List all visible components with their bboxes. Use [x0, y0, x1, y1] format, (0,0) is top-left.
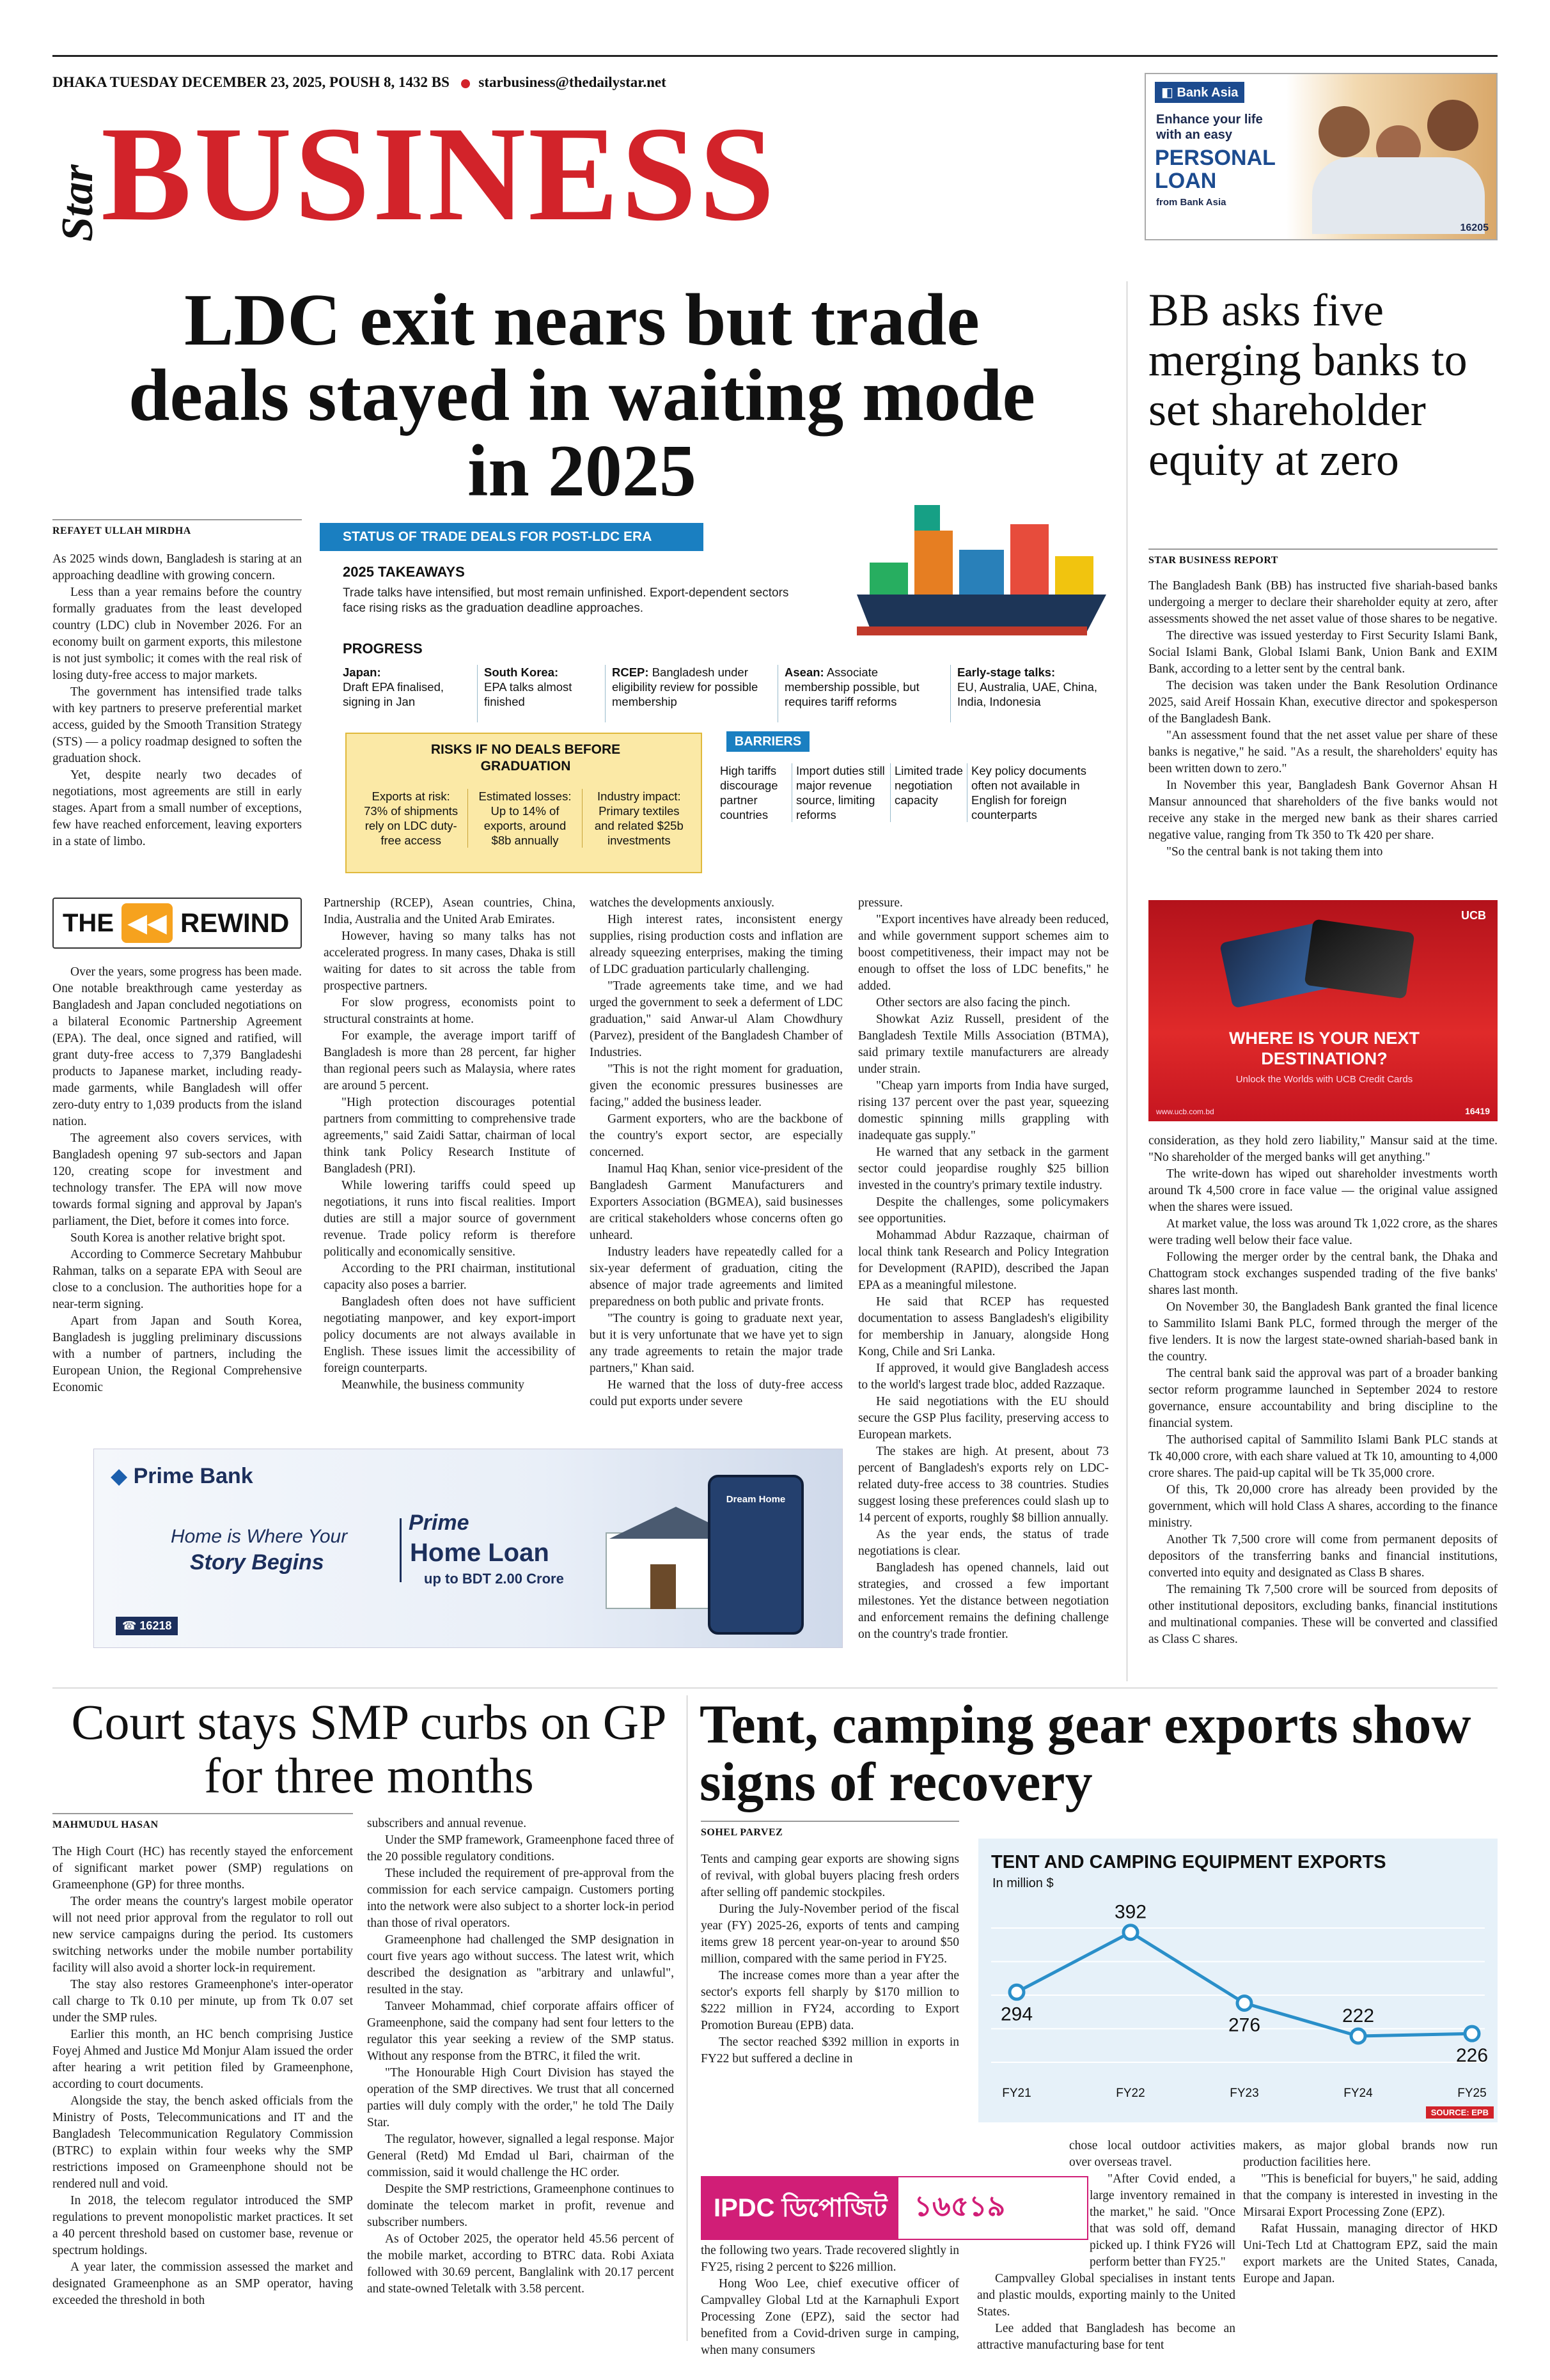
barrier-item: High tariffs discourage partner countries: [720, 764, 778, 821]
lead-para: He said that RCEP has requested documentation to assess Bangladesh's eligibility for membership in January, alongside Hong Kong, Chile and Sri Lanka.: [858, 1295, 1109, 1358]
chart-point: [1465, 2026, 1479, 2041]
rewind-the: THE: [63, 908, 114, 937]
progress-item: [605, 665, 778, 722]
progress-item-head: Asean:: [785, 665, 824, 679]
chart-data-label: 222: [1342, 2005, 1375, 2026]
risks-title: RISKS IF NO DEALS BEFORE GRADUATION: [430, 742, 621, 774]
court-col1: [52, 1844, 353, 2309]
tent-para: Campvalley Global specialises in instant tents and plastic moulds, exporting mainly to the United States.: [977, 2272, 1235, 2319]
lead-para: While lowering tariffs could speed up negotiations, it runs into fiscal realities. Import duties are still a major source of government revenue. Trade policy reform is therefore politically and economically sensitive.: [324, 1179, 575, 1259]
chart-data-label: 226: [1455, 2045, 1489, 2067]
tent-para: "This is beneficial for buyers," he said, adding that the company is interested in investing in the Mirsarai Export Processing Zone (EPZ).: [1243, 2172, 1498, 2219]
court-para: The High Court (HC) has recently stayed the enforcement of significant market power (SMP) regulations on Grameenphone (GP) for three months.: [52, 1845, 353, 1892]
lead-para: He said negotiations with the EU should secure the GSP Plus facility, preserving access to European markets.: [858, 1395, 1109, 1442]
lead-para: Industry leaders have repeatedly called for a six-year deferment of graduation, citing the absence of major trade agreements and limited preparedness on both public and private fronts.: [590, 1245, 843, 1309]
phone-card-text: Dream Home: [726, 1494, 786, 1505]
lead-para: For slow progress, economists point to structural constraints at home.: [324, 996, 575, 1026]
progress-item: [778, 665, 950, 722]
dateline-text: DHAKA TUESDAY DECEMBER 23, 2025, POUSH 8, 1432 BS: [52, 74, 450, 90]
family-photo: [1306, 87, 1491, 234]
masthead-dateline: [52, 74, 666, 91]
barrier-item: Import duties still major revenue source, limiting reforms: [792, 763, 890, 822]
prime-brand: Prime: [409, 1511, 469, 1535]
tent-para: makers, as major global brands now run production facilities here.: [1243, 2139, 1498, 2169]
progress-item-body: Bangladesh under eligibility review for possible membership: [612, 665, 758, 708]
lead-para: As 2025 winds down, Bangladesh is staring at an approaching deadline with growing concern.: [52, 552, 302, 582]
chart-ylabel: In million $: [992, 1876, 1054, 1890]
lead-para: According to the PRI chairman, institutional capacity also poses a barrier.: [324, 1262, 575, 1292]
progress-item: [343, 665, 477, 722]
ucb-url: www.ucb.com.bd: [1156, 1107, 1214, 1116]
court-para: Under the SMP framework, Grameenphone faced three of the 20 possible regulatory conditions.: [367, 1833, 674, 1863]
lead-para: Bangladesh has opened channels, laid out strategies, and crossed a few important milestones. Yet the distance between negotiation and enforcement remains the defining challenge on the country's trade frontier.: [858, 1561, 1109, 1641]
lead-para: South Korea is another relative bright spot.: [70, 1231, 286, 1245]
lead-para: Despite the challenges, some policymakers see opportunities.: [858, 1195, 1109, 1225]
star-logo: [50, 146, 101, 248]
masthead-top-rule: [52, 55, 1498, 57]
tent-para: Lee added that Bangladesh has become an attractive manufacturing base for tent: [977, 2322, 1235, 2352]
bb-para: The Bangladesh Bank (BB) has instructed five shariah-based banks undergoing a merger to declare their shareholder equity at zero, after assessments showed the net asset value of those shares to be negative.: [1148, 579, 1498, 626]
tent-col1b: [701, 2243, 959, 2359]
risk-item: Exports at risk: 73% of shipments rely on LDC duty-free access: [364, 789, 458, 847]
lead-para: He warned that any setback in the garment sector could jeopardise roughly $25 billion invested in the country's primary textile industry.: [858, 1146, 1109, 1192]
court-para: Grameenphone had challenged the SMP designation in court five years ago without success. The latest writ, which described the designation as "arbitrary and unlawful", resulted in the stay.: [367, 1933, 674, 1996]
bb-para: Another Tk 7,500 crore will come from permanent deposits of depositors of the transferring banks and financial institutions, converted into equity and designated as Class B shares.: [1148, 1533, 1498, 1580]
lead-para: High interest rates, inconsistent energy supplies, rising production costs and inflation are already squeezing enterprises, making the timing of LDC graduation particularly challenging.: [590, 913, 843, 976]
bank-asia-ad[interactable]: [1145, 73, 1498, 240]
bb-para: "So the central bank is not taking them into: [1166, 845, 1383, 859]
info-takeaways-text: Trade talks have intensified, but most remain unfinished. Export-dependent sectors face rising risks as the graduation deadline approaches.: [343, 586, 789, 615]
lead-para: "Cheap yarn imports from India have surged, rising 137 percent over the past year, squeezing domestic spinning mills grappling with inadequate gas supply.": [858, 1079, 1109, 1142]
progress-item-body: EU, Australia, UAE, China, India, Indonesia: [957, 680, 1098, 708]
bb-para: Following the merger order by the central bank, the Dhaka and Chattogram stock exchanges suspended trading of the five banks' shares last month.: [1148, 1250, 1498, 1297]
progress-item: [477, 665, 605, 722]
lead-para: Meanwhile, the business community: [341, 1378, 524, 1392]
court-para: The order means the country's largest mobile operator will not need prior approval from the regulator to roll out new service campaigns during the period. Its customers switching networks under the mobile number portability facility will also avoid a shorter lock-in requirement.: [52, 1895, 353, 1975]
prime-bank-logo-text: Prime Bank: [133, 1464, 253, 1488]
chart-tick-label: FY21: [1002, 2087, 1031, 2100]
barrier-item: Limited trade negotiation capacity: [890, 763, 967, 822]
tent-para: The sector reached $392 million in exports in FY22 but suffered a decline in: [701, 2035, 959, 2065]
bank-asia-line1: Enhance your life: [1156, 113, 1263, 127]
court-para: Earlier this month, an HC bench comprising Justice Foyej Ahmed and Justice Md Monjur Alam issued the order after hearing a writ petition filed by Grameenphone, according to court documents.: [52, 2028, 353, 2091]
rewind-logo: [52, 898, 302, 949]
prime-bank-ad[interactable]: [93, 1449, 843, 1648]
tent-para: Hong Woo Lee, chief executive officer of Campvalley Global Ltd at the Karnaphuli Export Processing Zone (EPZ), said the sector had benefited from a Covid-driven surge in camping, when many consumers: [701, 2277, 959, 2357]
lead-para: Over the years, some progress has been made. One notable breakthrough came yesterday as Bangladesh and Japan concluded negotiations on a bilateral Economic Partnership Agreement (EPA). The deal, once signed and ratified, will grant duty-free access to 7,379 Bangladeshi products to Japanese market, including ready-made garments, while Bangladesh will offer zero-duty entry to 1,039 products from the island nation.: [52, 965, 302, 1128]
info-progress-title: PROGRESS: [343, 641, 423, 657]
bank-asia-icon: ◧: [1161, 86, 1177, 100]
court-para: A year later, the commission assessed the market and designated Grameenphone as an SMP operator, having exceeded the threshold in both: [52, 2260, 353, 2307]
masthead-title: BUSINESS: [101, 98, 778, 249]
court-para: The regulator, however, signalled a legal response. Major General (Retd) Md Emdad ul Bari, chairman of the commission, said it would challenge the HC order.: [367, 2133, 674, 2179]
bb-para: The directive was issued yesterday to First Security Islami Bank, Social Islami Bank, Global Islami Bank, Union Bank and EXIM Bank, according to a letter sent by the central bank.: [1148, 629, 1498, 676]
court-byline: MAHMUDUL HASAN: [52, 1813, 353, 1831]
tent-para: Rafat Hussain, managing director of HKD Uni-Tech Ltd at Chattogram EPZ, said the main export markets are the United States, Canada, Europe and Japan.: [1243, 2222, 1498, 2285]
tent-byline: SOHEL PARVEZ: [701, 1821, 959, 1839]
ipdc-hotline: ১৬৫১৯: [914, 2190, 1006, 2222]
bb-para: Of this, Tk 20,000 crore has already been provided by the government, which will hold Class A shares, according to the finance ministry.: [1148, 1483, 1498, 1530]
masthead-email[interactable]: starbusiness@thedailystar.net: [478, 74, 666, 90]
phone-icon: ☎: [122, 1619, 140, 1632]
bb-para: "An assessment found that the net asset value per share of these banks is negative," he said. "As a result, the shareholders' equity has been written down to zero.": [1148, 729, 1498, 775]
risks-box: [345, 733, 702, 873]
lead-col2: [324, 895, 575, 1394]
prime-line1: Home is Where Your: [171, 1526, 348, 1547]
tent-para: "After Covid ended, a large inventory remained in the market," he said. "Once that was sold off, demand picked up. I think FY26 will perform better than FY25.": [1090, 2172, 1235, 2269]
lead-para: "High protection discourages potential partners from committing to comprehensive trade agreements," said Zaidi Sattar, chairman of local think tank Policy Research Institute of Bangladesh (PRI).: [324, 1096, 575, 1176]
court-para: In 2018, the telecom regulator introduced the SMP regulations to prevent monopolistic market practices. It set a 40 percent threshold based on customer base, revenue or spectrum holdings.: [52, 2194, 353, 2257]
bank-asia-logo-text: Bank Asia: [1177, 86, 1239, 100]
tent-para: the following two years. Trade recovered slightly in FY25, rising 2 percent to $226 million.: [701, 2244, 960, 2274]
credit-card-image: [1304, 919, 1415, 999]
bb-para: At market value, the loss was around Tk 1,022 crore, as the shares were trading well below their face value.: [1148, 1217, 1498, 1247]
ucb-question: WHERE IS YOUR NEXT DESTINATION?: [1228, 1029, 1420, 1068]
court-headline[interactable]: Court stays SMP curbs on GP for three months: [71, 1694, 667, 1803]
lead-para: Other sectors are also facing the pinch.: [876, 996, 1070, 1009]
chart-data-label: 294: [1000, 2003, 1033, 2025]
rewind-icon: ◀◀: [121, 903, 173, 943]
lead-col1: [52, 551, 302, 850]
tent-col3: [1243, 2138, 1498, 2287]
court-para: The stay also restores Grameenphone's inter-operator call charge to Tk 0.10 per minute, up from Tk 0.07 set under the SMP rules.: [52, 1978, 353, 2025]
tent-col2: [977, 2138, 1235, 2354]
chart-tick-label: FY23: [1230, 2087, 1259, 2100]
progress-item: [950, 665, 1104, 722]
bb-part1: [1148, 578, 1498, 860]
lead-para: If approved, it would give Bangladesh access to the world's largest trade bloc, added Razzaque.: [858, 1362, 1109, 1392]
progress-item-body: Draft EPA finalised, signing in Jan: [343, 680, 444, 708]
bank-asia-logo: [1155, 82, 1244, 103]
lead-byline: REFAYET ULLAH MIRDHA: [52, 519, 302, 537]
court-para: Tanveer Mohammad, chief corporate affairs officer of Grameenphone, said the company had sent four letters to the regulator this year seeking a review of the SMP status. Without any response from the BTRC, it filed the writ.: [367, 2000, 674, 2063]
prime-bank-logo-icon: ◆: [111, 1464, 134, 1488]
court-para: subscribers and annual revenue.: [367, 1817, 527, 1830]
tent-col1: [701, 1851, 959, 2067]
chart-tick-label: FY22: [1116, 2087, 1145, 2100]
progress-item-head: Early-stage talks:: [957, 665, 1056, 679]
court-para: These included the requirement of pre-approval from the commission for each service campaign. Customers porting into the network were also subject to a shorter lock-in period than those of rival operators.: [367, 1867, 674, 1930]
prime-product: Home Loan: [410, 1539, 549, 1567]
ucb-ad[interactable]: [1148, 900, 1498, 1121]
lead-para: He warned that the loss of duty-free access could put exports under severe: [590, 1378, 843, 1408]
lead-para: As the year ends, the status of trade negotiations is clear.: [858, 1528, 1109, 1558]
lead-para: "Export incentives have already been reduced, and while government support schemes aim to boost competitiveness, their impact may not be enough to offset the loss of LDC benefits," he added.: [858, 913, 1109, 993]
bank-asia-line2: with an easy: [1156, 128, 1232, 142]
exports-chart: [978, 1839, 1498, 2122]
tent-headline[interactable]: Tent, camping gear exports show signs of recovery: [700, 1693, 1471, 1812]
chart-point: [1237, 1996, 1251, 2010]
lead-para: Yet, despite nearly two decades of negotiations, most agreements are still in early stages. Apart from a small number of exceptions, few have reached enforcement, leaving exporters in a state of limbo.: [52, 768, 302, 848]
lead-para: However, having so many talks has not accelerated progress. In many cases, Dhaka is still waiting for dates to sit across the table from prospective partners.: [324, 929, 575, 993]
prime-bank-logo: [111, 1463, 253, 1489]
lead-para: Apart from Japan and South Korea, Bangladesh is juggling preliminary discussions with a number of partners, including the European Union, the Regional Comprehensive Economic: [52, 1314, 302, 1394]
bb-para: On November 30, the Bangladesh Bank granted the final licence to Sammilito Islami Bank PLC, formed through the merger of the five lenders. It is now the largest state-owned shariah-based bank in the country.: [1148, 1300, 1498, 1364]
progress-item-body: Associate membership possible, but requires tariff reforms: [785, 665, 920, 708]
prime-helpline: [116, 1617, 178, 1635]
chart-point: [1351, 2029, 1365, 2043]
progress-item-head: Japan:: [343, 665, 381, 679]
lead-para: Bangladesh often does not have sufficient negotiating manpower, and key export-import policy documents are not always available in English. These issues limit the accessibility of foreign counterparts.: [324, 1295, 575, 1375]
info-progress-row: [343, 665, 1104, 722]
infographic: [320, 505, 1106, 876]
court-col2: [367, 1816, 674, 2298]
bb-para: The write-down has wiped out shareholder investments worth around Tk 4,500 crore in face value — the original value assigned when the shares were issued.: [1148, 1167, 1498, 1214]
lead-para: "Trade agreements take time, and we had urged the government to seek a deferment of LDC graduation," said Anwar-ul Alam Chowdhury (Parvez), president of the Bangladesh Chamber of Industries.: [590, 979, 843, 1059]
lead-para: The government has intensified trade talks with key partners to preserve preferential market access, guided by the Smooth Transition Strategy (STS) — a policy roadmap designed to soften the graduation shock.: [52, 685, 302, 765]
lead-para: "This is not the right moment for graduation, given the economic pressures businesses are facing," added the business leader.: [590, 1062, 843, 1109]
lead-para: Less than a year remains before the country formally graduates from the least developed country (LDC) club in November 2026. For an economy built on garment exports, this milestone is not just symbolic; it comes with the real risk of losing duty-free access to major markets.: [52, 586, 302, 682]
bb-para: The remaining Tk 7,500 crore will be sourced from deposits of other institutional depositors, excluding banks, financial institutions and multinational companies. These will be converted and classified as Class C shares.: [1148, 1583, 1498, 1646]
chart-svg: [978, 1839, 1498, 2122]
star-logo-text: Star: [53, 164, 102, 242]
lead-para: The stakes are high. At present, about 73 percent of Bangladesh's exports rely on LDC-related duty-free access to 38 countries. Studies suggest losing these preferences could slash up to 14 percent of exports, roughly $8 billion annually.: [858, 1445, 1109, 1525]
ucb-logo: UCB: [1461, 909, 1486, 922]
prime-helpline-number: 16218: [139, 1619, 172, 1632]
chart-title: TENT AND CAMPING EQUIPMENT EXPORTS: [991, 1852, 1386, 1872]
bank-asia-big2: LOAN: [1155, 169, 1217, 193]
lead-para: watches the developments anxiously.: [590, 896, 774, 910]
tent-para: chose local outdoor activities over overseas travel.: [1069, 2139, 1235, 2169]
dot-icon: [461, 79, 470, 88]
lead-para: The agreement also covers services, with Bangladesh opening 97 sub-sectors and Japan 120, creating scope for investment and technology transfer. The EPA will now move towards formal signing and approval by Japan's parliament, the Diet, before it comes into force.: [52, 1132, 302, 1228]
info-takeaways-title: 2025 TAKEAWAYS: [343, 564, 465, 580]
bb-part2: [1148, 1133, 1498, 1648]
rewind-label: REWIND: [180, 908, 290, 938]
tent-para: During the July-November period of the fiscal year (FY) 2025-26, exports of tents and camping items grew 18 percent year-on-year to around $50 million, compared with the same period in FY25.: [701, 1902, 959, 1966]
bb-para: In November this year, Bangladesh Bank Governor Ahsan H Mansur announced that shareholders of the five banks would not receive any stake in the merged new bank as their shares carried negative value, ranging from Tk 350 to Tk 420 per share.: [1148, 779, 1498, 842]
bb-byline: STAR BUSINESS REPORT: [1148, 548, 1498, 566]
chart-data-label: 276: [1228, 2014, 1261, 2036]
tent-para: The increase comes more than a year after the sector's exports fell sharply by $170 million to $222 million in FY24, according to Export Promotion Bureau (EPB) data.: [701, 1969, 959, 2032]
bb-headline[interactable]: BB asks five merging banks to set shareholder equity at zero: [1148, 284, 1468, 485]
chart-point: [1010, 1985, 1024, 1999]
ipdc-text: IPDC ডিপোজিট: [702, 2177, 898, 2239]
prime-line2: Story Begins: [190, 1550, 324, 1575]
lead-para: Showkat Aziz Russell, president of the Bangladesh Textile Mills Association (BTMA), said primary textile manufacturers are already under strain.: [858, 1013, 1109, 1076]
bb-para: The authorised capital of Sammilito Islami Bank PLC stands at Tk 40,000 crore, with each share valued at Tk 10, amounting to 4,000 crore shares. The paid-up capital will be Tk 35,000 crore.: [1148, 1433, 1498, 1480]
court-para: Alongside the stay, the bench asked officials from the Ministry of Posts, Telecommunications and IT and the Bangladesh Telecommunication Regulatory Commission (BTRC) to explain within four weeks why the SMP restrictions imposed on Grameenphone should not be rendered null and void.: [52, 2094, 353, 2191]
lead-col4: [858, 895, 1109, 1643]
bb-para: The decision was taken under the Bank Resolution Ordinance 2025, said Areif Hossain Khan, executive director and spokesperson of the Bangladesh Bank.: [1148, 679, 1498, 726]
lead-para: "The country is going to graduate next year, but it is very unfortunate that we have yet to sign any trade agreements to retain the major trade partners," Khan said.: [590, 1312, 843, 1375]
court-para: Despite the SMP restrictions, Grameenphone continues to dominate the telecom market in profit, revenue and subscriber numbers.: [367, 2182, 674, 2229]
lead-col3: [590, 895, 843, 1410]
chart-tick-label: FY24: [1343, 2087, 1373, 2100]
court-para: As of October 2025, the operator held 45.56 percent of the mobile market, according to BTRC data. Robi Axiata followed with 30.69 percent, Banglalink with 20.17 percent and state-owned Teletalk with 3.58 percent.: [367, 2232, 674, 2296]
lead-col1b: [52, 964, 302, 1396]
info-title: STATUS OF TRADE DEALS FOR POST-LDC ERA: [320, 523, 703, 551]
risk-item: Estimated losses: Up to 14% of exports, around $8b annually: [467, 789, 581, 848]
chart-tick-label: FY25: [1457, 2087, 1487, 2100]
barrier-item: Key policy documents often not available in English for foreign counterparts: [967, 763, 1106, 822]
chart-data-label: 392: [1114, 1901, 1147, 1923]
bank-asia-from: from Bank Asia: [1156, 197, 1226, 208]
lead-para: Mohammad Abdur Razzaque, chairman of local think tank Research and Policy Integration for Development (RAPID), described the Japan EPA as a meaningful milestone.: [858, 1229, 1109, 1292]
prime-amount: up to BDT 2.00 Crore: [424, 1571, 564, 1587]
ucb-hotline: 16419: [1465, 1106, 1490, 1116]
cargo-ship-illustration: [818, 505, 1106, 652]
lead-para: For example, the average import tariff of Bangladesh is more than 28 percent, far higher than regional peers such as Malaysia, where rates are around 5 percent.: [324, 1029, 575, 1093]
court-para: "The Honourable High Court Division has stayed the operation of the SMP directives. We trust that all concerned parties will duly comply with the order," he told The Daily Star.: [367, 2066, 674, 2129]
lead-para: Partnership (RCEP), Asean countries, China, India, Australia and the United Arab Emirates.: [324, 896, 575, 926]
ucb-sub: Unlock the Worlds with UCB Credit Cards: [1235, 1074, 1413, 1085]
lead-headline[interactable]: LDC exit nears but trade deals stayed in waiting mode in 2025: [129, 279, 1035, 512]
tent-para: Tents and camping gear exports are showing signs of revival, with global buyers placing fresh orders after selling off pandemic stockpiles.: [701, 1853, 959, 1899]
bb-para: consideration, as they hold zero liability," Mansur said at the time. "No shareholder of the merged banks will get anything.": [1148, 1134, 1498, 1164]
chart-point: [1123, 1925, 1138, 1940]
bb-para: The central bank said the approval was part of a broader banking sector reform programme launched in September 2024 to restore governance, ensure accountability and bring discipline to the financial system.: [1148, 1367, 1498, 1430]
progress-item-head: South Korea:: [484, 665, 559, 679]
lead-para: Inamul Haq Khan, senior vice-president of the Bangladesh Garment Manufacturers and Exporters Association (BGMEA), said businesses are critical stakeholders whose concerns often go unheard.: [590, 1162, 843, 1242]
bank-asia-big1: PERSONAL: [1155, 146, 1276, 170]
lead-para: pressure.: [858, 896, 903, 910]
risk-item: Industry impact: Primary textiles and related $25b investments: [582, 789, 696, 848]
progress-item-head: RCEP:: [612, 665, 649, 679]
lead-para: Garment exporters, who are the backbone of the country's export sector, are especially concerned.: [590, 1112, 843, 1159]
lead-para: According to Commerce Secretary Mahbubur Rahman, talks on a separate EPA with Seoul are close to a conclusion. The authorities hope for a near-term signing.: [52, 1248, 302, 1311]
barriers-title: BARRIERS: [726, 731, 810, 752]
phone-card: [708, 1475, 804, 1635]
chart-source: SOURCE: EPB: [1426, 2106, 1494, 2119]
bank-asia-hotline: 16205: [1460, 222, 1489, 233]
progress-item-body: EPA talks almost finished: [484, 680, 572, 708]
